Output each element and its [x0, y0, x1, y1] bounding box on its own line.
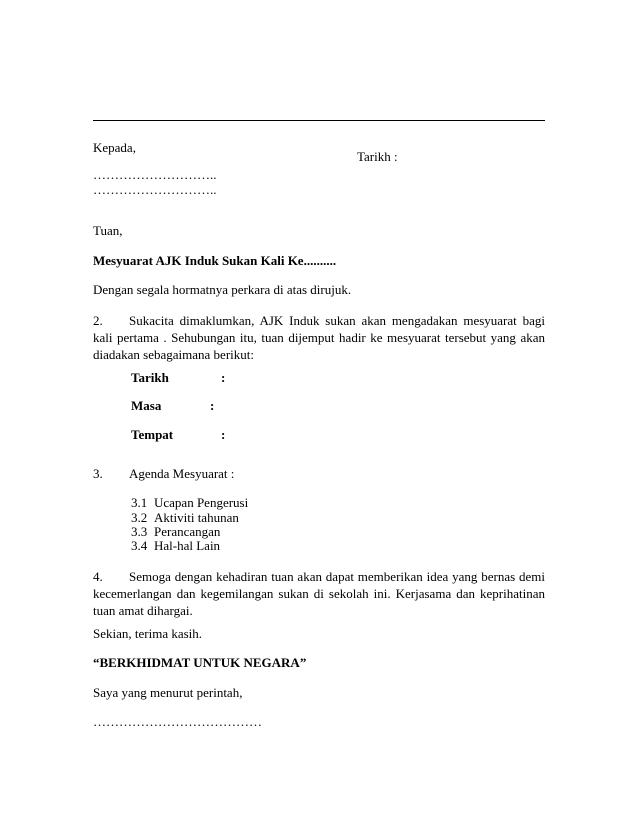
paragraph-3-text: Agenda Mesyuarat :	[129, 466, 235, 481]
opening-sentence: Dengan segala hormatnya perkara di atas dirujuk.	[93, 282, 352, 297]
agenda-item	[131, 525, 220, 539]
agenda-item-number: 3.2	[131, 510, 148, 525]
address-line-2: ………………………..	[93, 182, 217, 197]
paragraph-3-number: 3.	[93, 466, 103, 481]
paragraph-4-text: Semoga dengan kehadiran tuan akan dapat memberikan idea yang bernas demi kecemerlangan dan kegemilangan sukan di sekolah ini. Kerjasama dan keprihatinan tuan amat dihargai.	[93, 569, 545, 618]
agenda-item-text: Perancangan	[154, 524, 221, 539]
subject-line: Mesyuarat AJK Induk Sukan Kali Ke..........	[93, 253, 337, 268]
header-rule	[93, 120, 545, 121]
paragraph-4	[93, 568, 545, 619]
signature-line: …………………………………	[93, 714, 262, 729]
agenda-item-text: Ucapan Pengerusi	[154, 495, 249, 510]
date-label: Tarikh :	[357, 149, 398, 164]
detail-venue-colon: :	[221, 427, 226, 442]
detail-date-label: Tarikh	[131, 370, 169, 385]
detail-time-colon: :	[210, 398, 215, 413]
recipient-to: Kepada,	[93, 140, 136, 155]
agenda-item-number: 3.3	[131, 524, 148, 539]
agenda-item	[131, 539, 220, 553]
detail-venue-label: Tempat	[131, 427, 174, 442]
paragraph-2	[93, 312, 545, 363]
closing: Sekian, terima kasih.	[93, 626, 203, 641]
detail-date-colon: :	[221, 370, 226, 385]
motto: “BERKHIDMAT UNTUK NEGARA”	[93, 655, 307, 670]
agenda-item-text: Aktiviti tahunan	[154, 510, 239, 525]
paragraph-2-text: Sukacita dimaklumkan, AJK Induk sukan akan mengadakan mesyuarat bagi kali pertama . Sehubungan itu, tuan dijemput hadir ke mesyuarat tersebut yang akan diadakan sebagaimana berikut:	[93, 313, 545, 362]
paragraph-2-number: 2.	[93, 313, 103, 328]
detail-time-label: Masa	[131, 398, 162, 413]
agenda-item-text: Hal-hal Lain	[154, 538, 221, 553]
paragraph-3	[93, 466, 234, 482]
agenda-item	[131, 496, 248, 510]
agenda-item	[131, 511, 239, 525]
greeting: Tuan,	[93, 223, 123, 238]
signoff: Saya yang menurut perintah,	[93, 685, 243, 700]
agenda-item-number: 3.1	[131, 495, 148, 510]
agenda-item-number: 3.4	[131, 538, 148, 553]
address-line-1: ………………………..	[93, 167, 217, 182]
paragraph-4-number: 4.	[93, 569, 103, 584]
